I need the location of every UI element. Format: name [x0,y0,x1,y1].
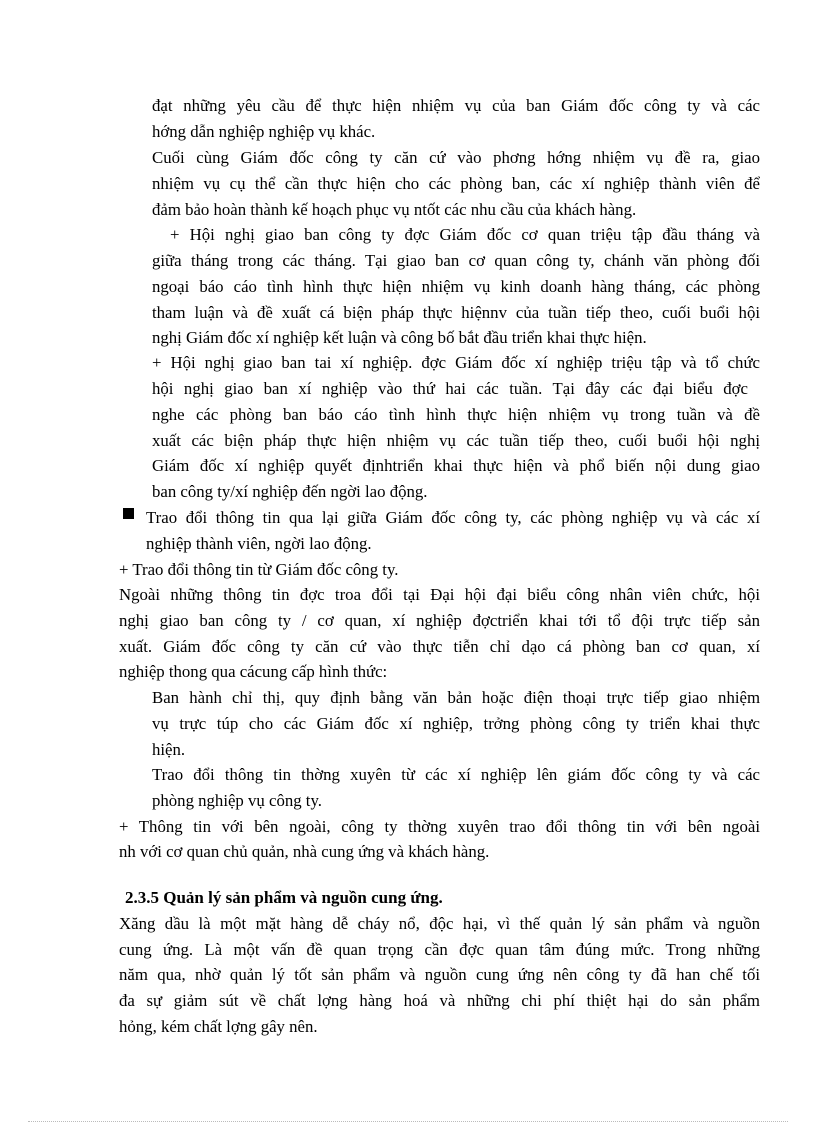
paragraph-line: + Hội nghị giao ban tai xí nghiệp. đợc Giám đốc xí nghiệp triệu tập và tổ chức [152,353,760,372]
paragraph-line: nghị giao ban công ty / cơ quan, xí nghiệp đợctriển khai tới tổ đội trực tiếp sản [119,611,760,630]
bullet-item-line: Trao đổi thông tin qua lại giữa Giám đốc công ty, các phòng nghiệp vụ và các xí [146,508,760,527]
paragraph-line: giữa tháng trong các tháng. Tại giao ban cơ quan công ty, chánh văn phòng đối [152,251,760,270]
paragraph-line: ngoại báo cáo tình hình thực hiện nhiệm vụ kinh doanh hàng tháng, các phòng [152,277,760,296]
paragraph-line: ban công ty/xí nghiệp đến ngời lao động. [152,482,428,501]
paragraph-line: đa sự giảm sút về chất lợng hàng hoá và những chi phí thiệt hại do sản phẩm [119,991,760,1010]
page-bottom-rule [28,1121,788,1122]
paragraph-line: cung ứng. Là một vấn đề quan trọng cần đợc quan tâm đúng mức. Trong những [119,940,760,959]
paragraph-line: hớng dẫn nghiệp nghiệp vụ khác. [152,122,376,141]
paragraph-line: Cuối cùng Giám đốc công ty căn cứ vào phơng hớng nhiệm vụ đề ra, giao [152,148,760,167]
section-heading: 2.3.5 Quản lý sản phẩm và nguồn cung ứng. [125,888,443,907]
paragraph-line: + Thông tin với bên ngoài, công ty thờng xuyên trao đổi thông tin với bên ngoài [119,817,760,836]
paragraph-line: đảm bảo hoàn thành kế hoạch phục vụ ntốt các nhu cầu của khách hàng. [152,200,637,219]
paragraph-line: hỏng, kém chất lợng gây nên. [119,1017,318,1036]
paragraph-line: xuất. Giám đốc công ty căn cứ vào thực tiễn chỉ dạo cá phòng ban cơ quan, xí [119,637,760,656]
paragraph-line: tham luận và đề xuất cá biện pháp thực hiệnnv của tuần tiếp theo, cuối buổi hội [152,303,760,322]
paragraph-line: Xăng dầu là một mặt hàng dễ cháy nổ, độc hại, vì thế quản lý sản phẩm và nguồn [119,914,760,933]
paragraph-line: phòng nghiệp vụ công ty. [152,791,322,810]
paragraph-line: năm qua, nhờ quản lý tốt sản phẩm và nguồn cung ứng nên công ty đã han chế tối [119,965,760,984]
paragraph-line: hội nghị giao ban xí nghiệp vào thứ hai các tuần. Tại đây các đại biểu đợc [152,379,748,398]
paragraph-line: nh với cơ quan chủ quản, nhà cung ứng và khách hàng. [119,842,490,861]
paragraph-line: Ban hành chỉ thị, quy định bằng văn bản hoặc điện thoại trực tiếp giao nhiệm [152,688,760,707]
paragraph-line: nghiệp thong qua cácung cấp hình thức: [119,662,388,681]
bullet-item-line: nghiệp thành viên, ngời lao động. [146,534,372,553]
square-bullet-icon [123,508,134,519]
paragraph-line: Ngoài những thông tin đợc troa đổi tại Đại hội đại biểu công nhân viên chức, hội [119,585,760,604]
paragraph-line: Trao đổi thông tin thờng xuyên từ các xí nghiệp lên giám đốc công ty và các [152,765,760,784]
paragraph-line: nghị Giám đốc xí nghiệp kết luận và công bố bắt đầu triển khai thực hiện. [152,328,647,347]
paragraph-line: Giám đốc xí nghiệp quyết địnhtriển khai thực hiện và phổ biến nội dung giao [152,456,760,475]
paragraph-line: đạt những yêu cầu để thực hiện nhiệm vụ của ban Giám đốc công ty và các [152,96,760,115]
paragraph-line: hiện. [152,740,186,759]
paragraph-line: vụ trực túp cho các Giám đốc xí nghiệp, trởng phòng công ty triển khai thực [152,714,760,733]
paragraph-line: xuất các biện pháp thực hiện nhiệm vụ các tuần tiếp theo, cuối buổi hội nghị [152,431,760,450]
paragraph-line: + Trao đổi thông tin từ Giám đốc công ty. [119,560,399,579]
paragraph-line: nhiệm vụ cụ thể cần thực hiện cho các phòng ban, các xí nghiệp thành viên để [152,174,760,193]
paragraph-line: nghe các phòng ban báo cáo tình hình thực hiện nhiệm vụ trong tuần và đề [152,405,760,424]
paragraph-line: + Hội nghị giao ban công ty đợc Giám đốc cơ quan triệu tập đầu tháng và [170,225,760,244]
